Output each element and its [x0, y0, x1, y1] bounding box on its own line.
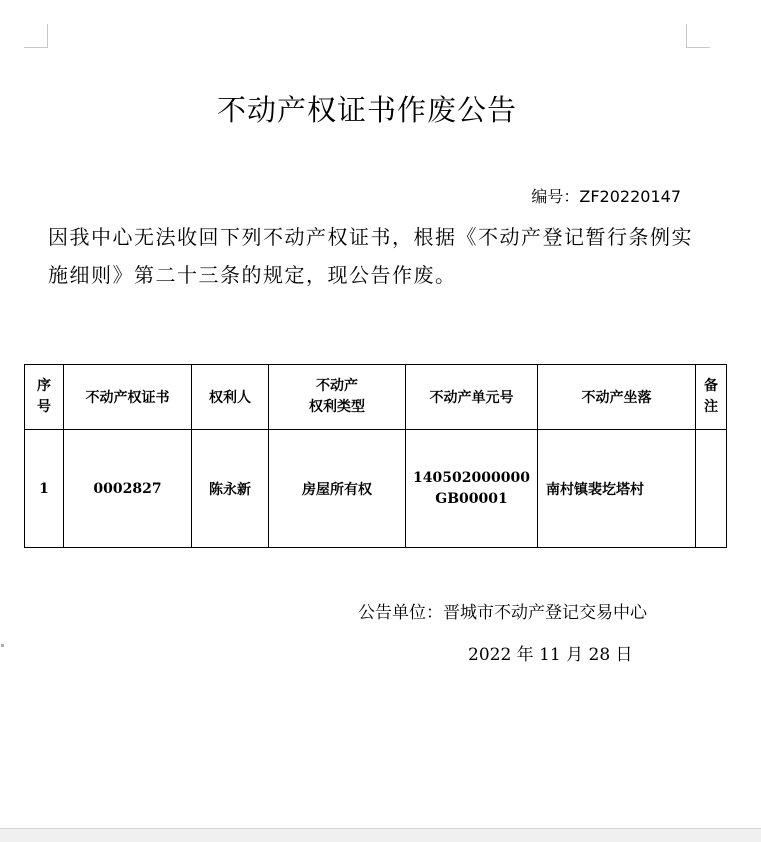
header-seq-line1: 序 [37, 378, 51, 394]
cell-location: 南村镇裴圪塔村 [538, 430, 696, 548]
header-seq-line2: 号 [37, 399, 51, 415]
cell-seq: 1 [25, 430, 64, 548]
header-remark-line2: 注 [704, 399, 718, 415]
header-remark-line1: 备 [704, 378, 718, 394]
table-header-row [25, 365, 727, 430]
page-title: 不动产权证书作废公告 [216, 93, 517, 127]
header-seq [25, 365, 64, 430]
table-row [25, 430, 727, 548]
announcement-body: 因我中心无法收回下列不动产权证书，根据《不动产登记暂行条例实施细则》第二十三条的规定，现公告作废。 [48, 225, 693, 287]
header-right-type-line1: 不动产 [316, 378, 358, 394]
header-right-type-line2: 权利类型 [309, 399, 365, 415]
viewer-bottom-bar [0, 828, 761, 842]
cell-cert: 0002827 [64, 430, 192, 548]
cell-unit-no: 140502000000GB00001 [406, 430, 538, 548]
cell-right-type: 房屋所有权 [269, 430, 406, 548]
header-right-type [269, 365, 406, 430]
margin-marker [1, 644, 4, 647]
issuing-unit: 公告单位：晋城市不动产登记交易中心 [358, 603, 647, 623]
page-corner-mark-top-right [686, 24, 710, 48]
header-remark [696, 365, 727, 430]
page-corner-mark-top-left [24, 24, 48, 48]
cell-holder: 陈永新 [192, 430, 269, 548]
header-cert: 不动产权证书 [64, 365, 192, 430]
issue-date: 2022 年 11 月 28 日 [468, 645, 633, 665]
header-unit-no: 不动产单元号 [406, 365, 538, 430]
header-holder: 权利人 [192, 365, 269, 430]
header-location: 不动产坐落 [538, 365, 696, 430]
document-number: 编号：ZF20220147 [531, 187, 681, 206]
cell-remark [696, 430, 727, 548]
certificate-table [24, 364, 727, 548]
